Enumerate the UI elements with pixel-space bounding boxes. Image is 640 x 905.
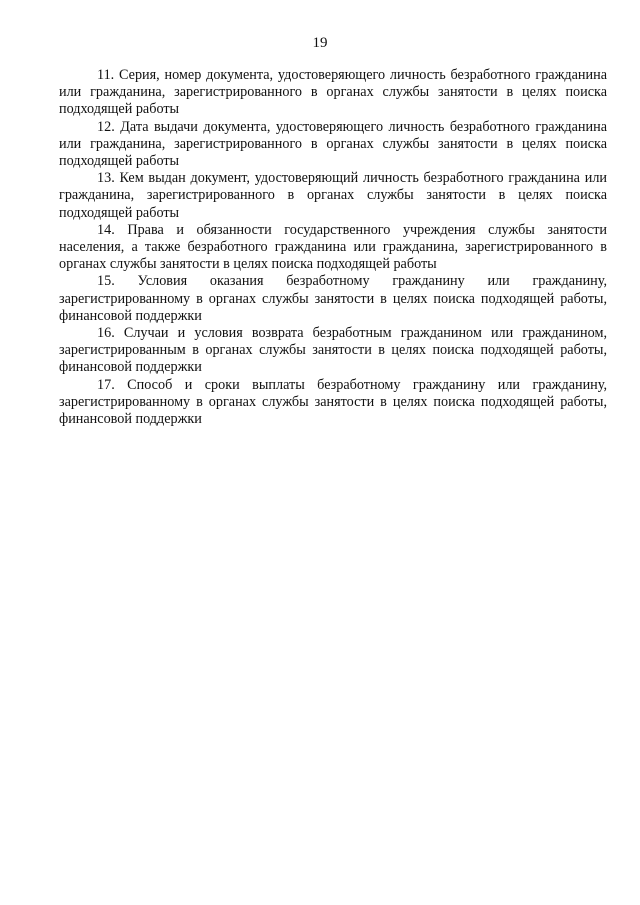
document-body [59,67,607,428]
list-item-17: 17. Способ и сроки выплаты безработному гражданину или гражданину, зарегистрированному в органах службы занятости в целях поиска подходящей работы, финансовой поддержки [59,376,607,428]
list-item-11: 11. Серия, номер документа, удостоверяющего личность безработного гражданина или гражданина, зарегистрированного в органах службы занятости в целях поиска подходящей работы [59,67,607,118]
list-item-14: 14. Права и обязанности государственного учреждения службы занятости населения, а также безработного гражданина или гражданина, зарегистрированного в органах службы занятости в целях поиска подходящей работы [59,221,607,273]
list-item-15: 15. Условия оказания безработному гражданину или гражданину, зарегистрированному в органах службы занятости в целях поиска подходящей работы, финансовой поддержки [59,273,607,324]
page-number: 19 [312,35,328,51]
list-item-13: 13. Кем выдан документ, удостоверяющий личность безработного гражданина или гражданина, зарегистрированного в органах службы занятости в целях поиска подходящей работы [59,170,607,221]
list-item-12: 12. Дата выдачи документа, удостоверяющего личность безработного гражданина или гражданина, зарегистрированного в органах службы занятости в целях поиска подходящей работы [59,118,607,170]
list-item-16: 16. Случаи и условия возврата безработным гражданином или гражданином, зарегистрированным в органах службы занятости в целях поиска подходящей работы, финансовой поддержки [59,325,607,376]
